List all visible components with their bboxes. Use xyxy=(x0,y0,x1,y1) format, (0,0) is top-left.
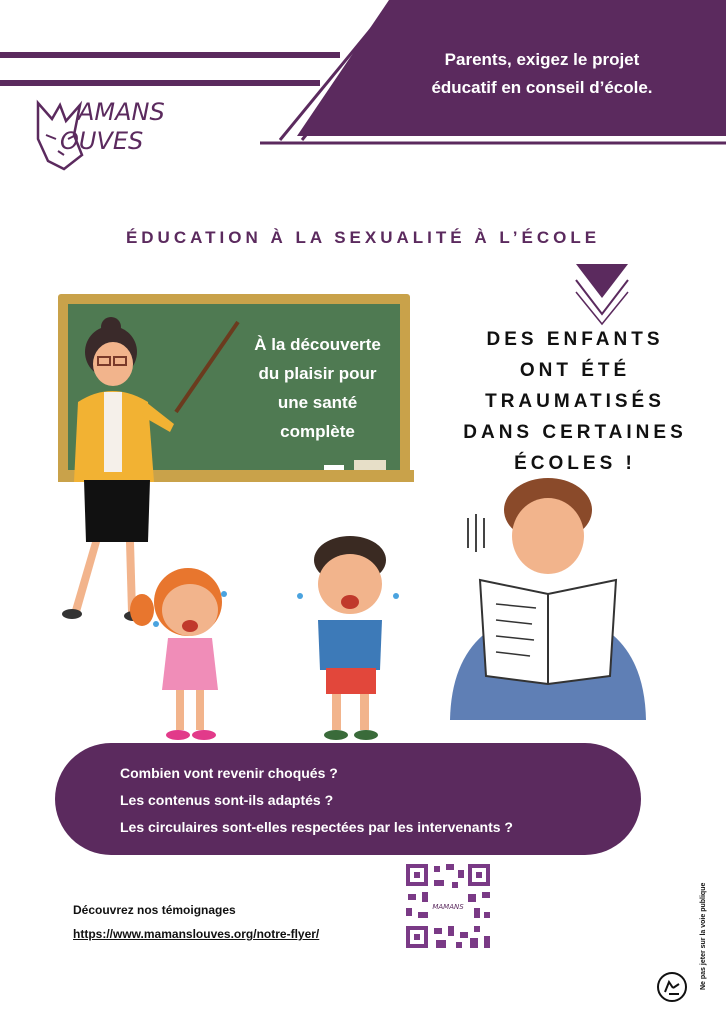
blackboard-line-4: complète xyxy=(280,422,355,441)
warning-text xyxy=(430,324,720,479)
question-2: Les contenus sont-ils adaptés ? xyxy=(120,792,334,808)
blackboard-line-3: une santé xyxy=(277,393,358,412)
question-3: Les circulaires sont-elles respectées par les intervenants ? xyxy=(120,819,513,835)
triangle-arrows-icon xyxy=(572,262,632,326)
section-title: ÉDUCATION À LA SEXUALITÉ À L’ÉCOLE xyxy=(125,228,601,247)
warning-line-5: ÉCOLES ! xyxy=(514,453,636,474)
header-line-1: Parents, exigez le projet xyxy=(444,50,640,69)
warning-line-2: ONT ÉTÉ xyxy=(519,360,631,381)
header-line-2: éducatif en conseil d’école. xyxy=(431,78,653,97)
blackboard-line-2: du plaisir pour xyxy=(258,364,377,383)
warning-line-4: DANS CERTAINES xyxy=(463,422,687,443)
crying-boy-illustration xyxy=(290,530,410,745)
man-reading-illustration xyxy=(440,470,660,745)
svg-text:MAMANS: MAMANS xyxy=(432,903,464,911)
side-note-text: Ne pas jeter sur la voie publique xyxy=(700,882,707,990)
testimonials-label: Découvrez nos témoignages xyxy=(73,903,236,917)
header-text xyxy=(372,46,712,102)
recycle-icon xyxy=(655,970,689,1004)
flyer-link[interactable]: https://www.mamanslouves.org/notre-flyer/ xyxy=(73,927,320,941)
logo-text-top: AMANS xyxy=(78,98,165,126)
qr-code-icon[interactable] xyxy=(404,862,492,950)
question-1: Combien vont revenir choqués ? xyxy=(120,765,338,781)
blackboard-text xyxy=(220,330,415,446)
questions-list xyxy=(120,760,513,841)
crying-girl-illustration xyxy=(120,560,250,745)
logo-text-bottom: OUVES xyxy=(60,127,144,155)
warning-line-1: DES ENFANTS xyxy=(486,329,664,350)
warning-line-3: TRAUMATISÉS xyxy=(485,391,665,412)
blackboard-line-1: À la découverte xyxy=(254,335,381,354)
side-note xyxy=(700,880,712,990)
